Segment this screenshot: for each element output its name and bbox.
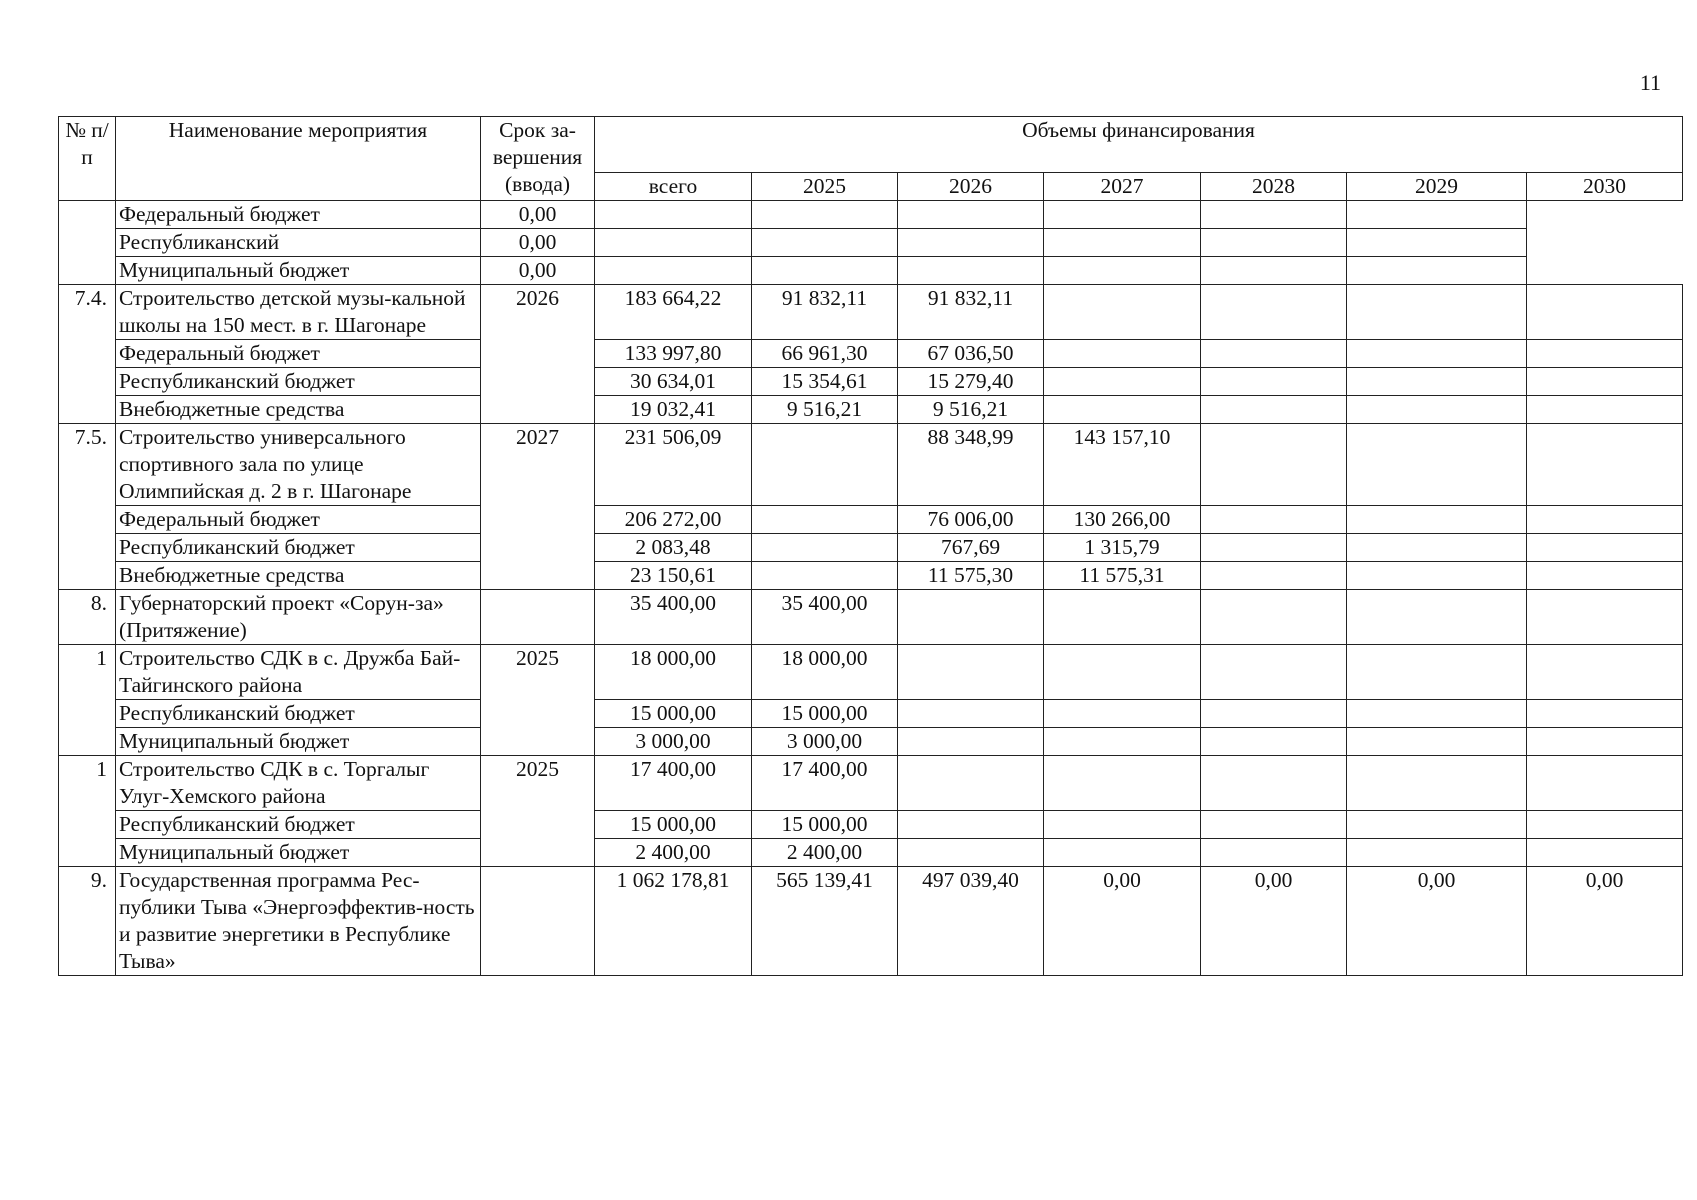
cell-year-2030: 0,00 [1527,867,1683,976]
cell-year-2029 [1347,839,1527,867]
row-name: Государственная программа Рес-публики Тыва «Энергоэффектив-ность и развитие энергетики в Республике Тыва» [116,867,481,976]
cell-year-2029 [1347,811,1527,839]
cell-year-2029 [1347,368,1527,396]
cell-year-2025 [595,257,752,285]
cell-year-2026 [898,700,1044,728]
cell-year-2029 [1347,700,1527,728]
cell-year-2030 [1347,201,1527,229]
cell-year-2027: 143 157,10 [1044,424,1201,506]
header-name: Наименование мероприятия [116,117,481,201]
row-name: Муниципальный бюджет [116,839,481,867]
header-col-2029: 2029 [1347,173,1527,201]
header-financing: Объемы финансирования [595,117,1683,173]
cell-year-2026 [752,257,898,285]
cell-total: 3 000,00 [595,728,752,756]
row-term: 2027 [481,424,595,590]
table-row [59,285,1683,340]
cell-year-2025: 66 961,30 [752,340,898,368]
cell-year-2025: 91 832,11 [752,285,898,340]
cell-total: 183 664,22 [595,285,752,340]
cell-total: 15 000,00 [595,700,752,728]
cell-year-2027 [1044,700,1201,728]
cell-year-2029 [1347,756,1527,811]
cell-year-2025: 15 000,00 [752,811,898,839]
cell-year-2030 [1527,506,1683,534]
table-body [59,201,1683,976]
header-term: Срок за-вершения (ввода) [481,117,595,201]
row-number: 8. [59,590,116,645]
cell-year-2028 [1201,562,1347,590]
cell-year-2027 [1044,396,1201,424]
cell-year-2027 [1044,285,1201,340]
cell-year-2028 [1201,728,1347,756]
row-name: Федеральный бюджет [116,340,481,368]
row-number [59,201,116,285]
cell-year-2028 [1201,756,1347,811]
cell-year-2025: 15 000,00 [752,700,898,728]
header-col-2027: 2027 [1044,173,1201,201]
cell-year-2026 [898,728,1044,756]
cell-year-2027: 1 315,79 [1044,534,1201,562]
row-name: Внебюджетные средства [116,396,481,424]
row-term: 2026 [481,285,595,424]
table-row [59,506,1683,534]
cell-year-2028 [1044,229,1201,257]
row-name: Муниципальный бюджет [116,257,481,285]
cell-year-2027 [1044,645,1201,700]
cell-year-2026 [898,590,1044,645]
cell-year-2025: 18 000,00 [752,645,898,700]
cell-year-2030 [1527,700,1683,728]
cell-year-2028 [1201,506,1347,534]
cell-year-2027: 0,00 [1044,867,1201,976]
cell-year-2027 [1044,811,1201,839]
cell-total: 133 997,80 [595,340,752,368]
cell-year-2028 [1201,424,1347,506]
cell-year-2027 [898,229,1044,257]
table-row [59,368,1683,396]
header-col-2026: 2026 [898,173,1044,201]
table-row [59,811,1683,839]
cell-total: 15 000,00 [595,811,752,839]
cell-total: 0,00 [481,257,595,285]
cell-year-2025: 2 400,00 [752,839,898,867]
cell-year-2025: 17 400,00 [752,756,898,811]
table-row [59,700,1683,728]
cell-year-2030 [1527,728,1683,756]
cell-year-2026 [898,645,1044,700]
cell-year-2028: 0,00 [1201,867,1347,976]
header-num: № п/п [59,117,116,201]
cell-year-2026: 767,69 [898,534,1044,562]
cell-year-2027 [1044,340,1201,368]
cell-year-2026: 67 036,50 [898,340,1044,368]
table-row [59,424,1683,506]
cell-year-2028 [1201,396,1347,424]
row-name: Губернаторский проект «Сорун-за» (Притяжение) [116,590,481,645]
row-number: 1 [59,756,116,867]
row-term [481,867,595,976]
cell-total: 23 150,61 [595,562,752,590]
cell-year-2029 [1201,201,1347,229]
row-term: 2025 [481,756,595,867]
cell-year-2025 [752,534,898,562]
row-number: 9. [59,867,116,976]
cell-year-2028 [1201,368,1347,396]
cell-year-2025 [595,201,752,229]
row-name: Внебюджетные средства [116,562,481,590]
cell-year-2030 [1527,368,1683,396]
cell-year-2030 [1347,257,1527,285]
cell-year-2026: 76 006,00 [898,506,1044,534]
cell-year-2026 [898,756,1044,811]
cell-year-2025 [595,229,752,257]
cell-year-2029 [1347,396,1527,424]
table-row [59,867,1683,976]
cell-year-2028 [1201,645,1347,700]
table-row [59,562,1683,590]
cell-year-2028 [1201,285,1347,340]
cell-year-2027 [898,257,1044,285]
row-name: Республиканский бюджет [116,811,481,839]
cell-year-2029 [1347,424,1527,506]
row-name: Республиканский бюджет [116,368,481,396]
row-name: Федеральный бюджет [116,506,481,534]
cell-year-2025 [752,506,898,534]
table-row [59,839,1683,867]
cell-total: 1 062 178,81 [595,867,752,976]
table-row [59,340,1683,368]
cell-year-2026 [898,839,1044,867]
cell-total: 17 400,00 [595,756,752,811]
cell-year-2029 [1347,534,1527,562]
table-row [59,645,1683,700]
cell-year-2027: 130 266,00 [1044,506,1201,534]
financing-table [58,116,1683,976]
cell-year-2026 [752,229,898,257]
cell-year-2029 [1347,562,1527,590]
cell-year-2028 [1044,257,1201,285]
cell-year-2030 [1527,645,1683,700]
cell-year-2030 [1527,396,1683,424]
cell-year-2027: 11 575,31 [1044,562,1201,590]
cell-year-2028 [1201,590,1347,645]
cell-year-2025: 35 400,00 [752,590,898,645]
cell-year-2030 [1527,562,1683,590]
cell-total: 2 083,48 [595,534,752,562]
cell-year-2027 [1044,590,1201,645]
cell-year-2026: 9 516,21 [898,396,1044,424]
cell-year-2026: 11 575,30 [898,562,1044,590]
cell-year-2029 [1347,285,1527,340]
cell-total: 30 634,01 [595,368,752,396]
cell-year-2029 [1347,340,1527,368]
cell-year-2028 [1201,700,1347,728]
cell-year-2029 [1201,257,1347,285]
row-name: Муниципальный бюджет [116,728,481,756]
cell-year-2028 [1201,340,1347,368]
row-term [481,590,595,645]
cell-year-2026: 88 348,99 [898,424,1044,506]
row-name: Строительство универсального спортивного зала по улице Олимпийская д. 2 в г. Шагонаре [116,424,481,506]
header-col-2028: 2028 [1201,173,1347,201]
cell-year-2026: 91 832,11 [898,285,1044,340]
cell-total: 18 000,00 [595,645,752,700]
header-col-2030: 2030 [1527,173,1683,201]
cell-year-2030 [1527,340,1683,368]
row-name: Республиканский [116,229,481,257]
cell-year-2025: 3 000,00 [752,728,898,756]
cell-year-2029 [1347,590,1527,645]
cell-year-2029 [1347,645,1527,700]
cell-year-2029 [1347,728,1527,756]
cell-year-2025 [752,424,898,506]
table-row [59,590,1683,645]
cell-year-2029 [1201,229,1347,257]
header-col-2025: 2025 [752,173,898,201]
cell-year-2030 [1347,229,1527,257]
cell-year-2029 [1347,506,1527,534]
row-name: Федеральный бюджет [116,201,481,229]
cell-year-2026 [752,201,898,229]
cell-year-2026: 497 039,40 [898,867,1044,976]
cell-total: 0,00 [481,229,595,257]
cell-year-2028 [1201,534,1347,562]
cell-year-2030 [1527,811,1683,839]
table-row [59,728,1683,756]
header-col-total: всего [595,173,752,201]
cell-year-2030 [1527,590,1683,645]
cell-year-2027 [1044,839,1201,867]
cell-year-2025: 565 139,41 [752,867,898,976]
cell-total: 35 400,00 [595,590,752,645]
table-row [59,257,1683,285]
cell-year-2027 [1044,368,1201,396]
cell-year-2029: 0,00 [1347,867,1527,976]
cell-year-2025 [752,562,898,590]
cell-year-2028 [1201,839,1347,867]
table-row [59,756,1683,811]
row-name: Строительство СДК в с. Торгалыг Улуг-Хемского района [116,756,481,811]
row-name: Республиканский бюджет [116,700,481,728]
row-number: 7.5. [59,424,116,590]
table-row [59,396,1683,424]
row-name: Республиканский бюджет [116,534,481,562]
cell-year-2025: 15 354,61 [752,368,898,396]
cell-total: 231 506,09 [595,424,752,506]
cell-year-2030 [1527,285,1683,340]
cell-year-2027 [1044,756,1201,811]
cell-year-2026: 15 279,40 [898,368,1044,396]
cell-year-2030 [1527,534,1683,562]
row-term: 2025 [481,645,595,756]
cell-year-2028 [1044,201,1201,229]
row-name: Строительство СДК в с. Дружба Бай-Тайгинского района [116,645,481,700]
cell-total: 206 272,00 [595,506,752,534]
table-row [59,201,1683,229]
table-row [59,229,1683,257]
cell-total: 2 400,00 [595,839,752,867]
cell-year-2027 [1044,728,1201,756]
cell-total: 0,00 [481,201,595,229]
cell-year-2030 [1527,839,1683,867]
cell-year-2028 [1201,811,1347,839]
cell-year-2030 [1527,756,1683,811]
table-row [59,534,1683,562]
row-number: 1 [59,645,116,756]
cell-year-2026 [898,811,1044,839]
cell-year-2025: 9 516,21 [752,396,898,424]
cell-total: 19 032,41 [595,396,752,424]
page-number: 11 [1639,70,1661,95]
row-name: Строительство детской музы-кальной школы на 150 мест. в г. Шагонаре [116,285,481,340]
row-number: 7.4. [59,285,116,424]
cell-year-2027 [898,201,1044,229]
cell-year-2030 [1527,424,1683,506]
